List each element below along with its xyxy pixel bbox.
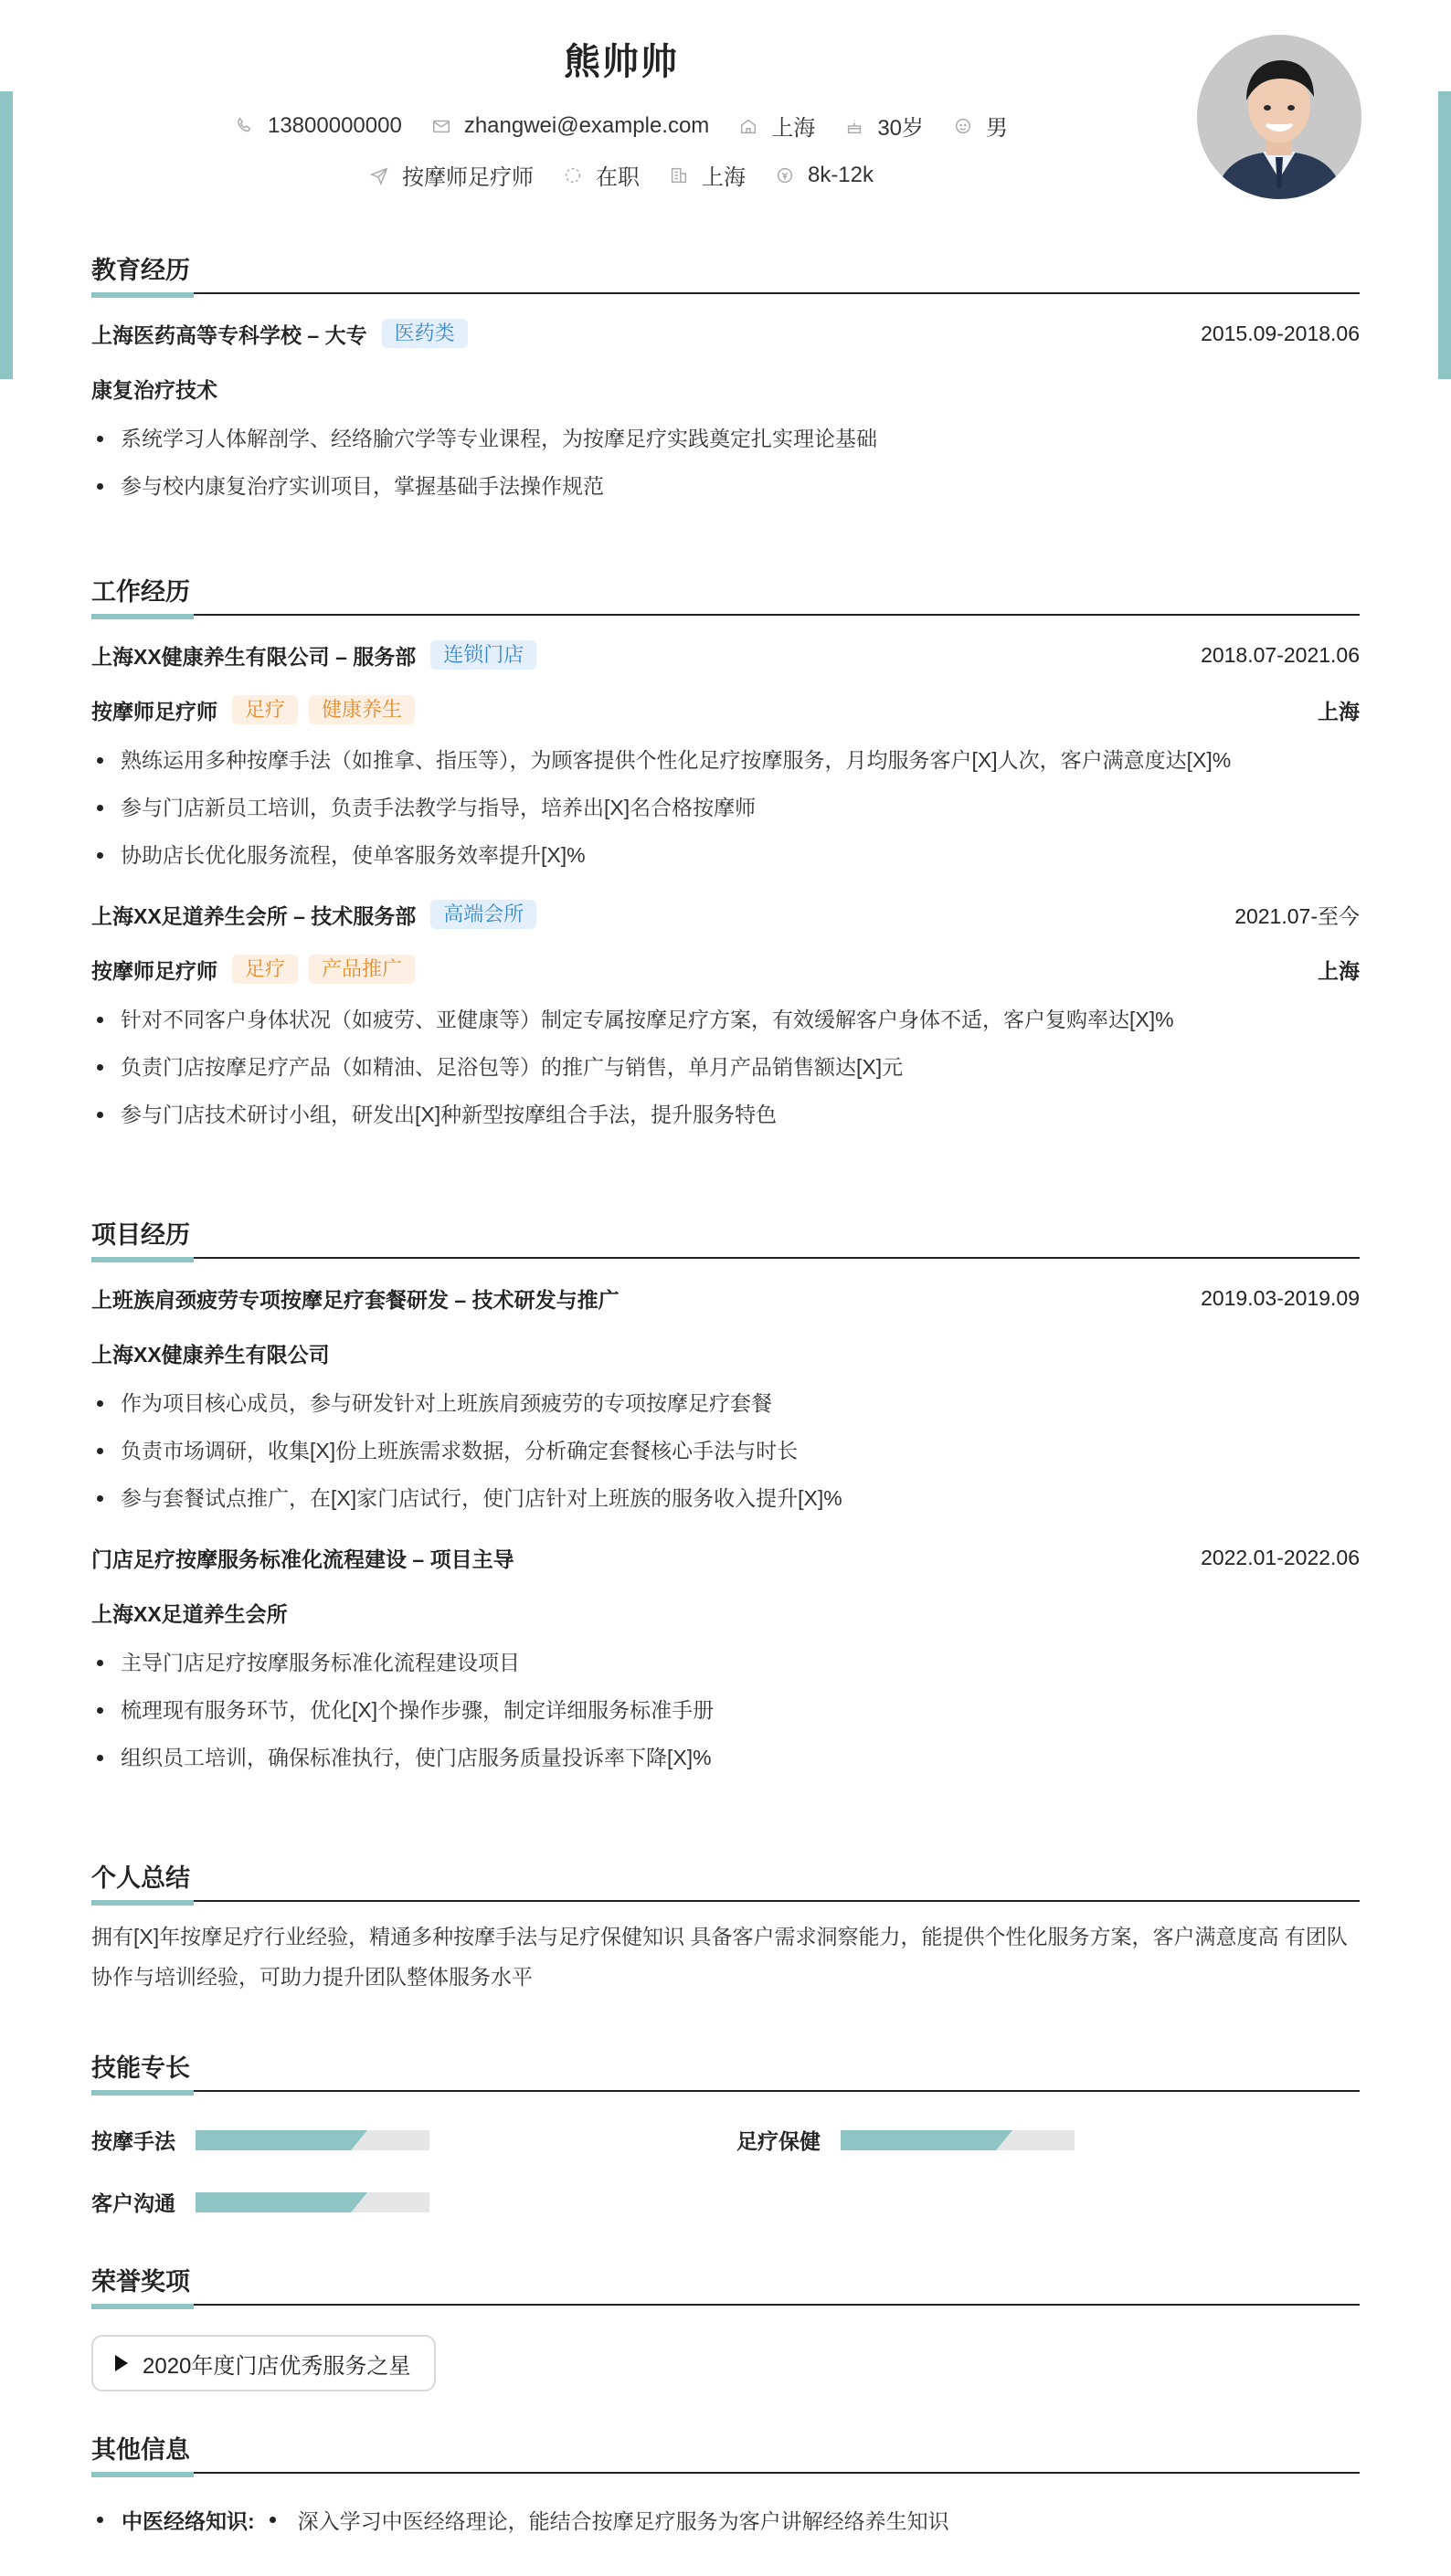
date-range: 2015.09-2018.06 [1201,321,1360,345]
job-target-text: 按摩师足疗师 [401,165,534,190]
list-item: 梳理现有服务环节，优化[X]个操作步骤，制定详细服务标准手册 [91,1686,1360,1734]
section-title: 个人总结 [91,1864,190,1892]
avatar [1197,35,1361,199]
role-row [91,954,1360,985]
list-item: 主导门店足疗按摩服务标准化流程建设项目 [91,1639,1360,1686]
project-header-row [91,1542,1360,1573]
school-name: 上海医药高等专科学校 – 大专 [91,322,367,347]
bullet-list [91,996,1360,1138]
phone-icon [235,116,255,136]
other-key: 中医经络知识: [122,2508,255,2533]
project-org-row [91,1337,1360,1368]
city-text: 上海 [701,165,746,190]
company-name: 上海XX足道养生会所 – 技术服务部 [91,903,417,928]
bullet-list [91,1379,1360,1522]
person-icon [953,116,973,136]
bullet-list [91,1639,1360,1781]
phone-text: 13800000000 [267,112,402,138]
date-range: 2018.07-2021.06 [1201,642,1360,667]
section-title: 荣誉奖项 [91,2268,190,2296]
section-title: 工作经历 [91,578,190,606]
list-item: 针对不同客户身体状况（如疲劳、亚健康等）制定专属按摩足疗方案，有效缓解客户身体不适，客户复购率达[X]% [91,996,1360,1043]
skill-bar [841,2130,1075,2150]
left-accent-bar [0,91,13,379]
status-item [563,159,640,191]
role-tag: 产品推广 [309,955,415,984]
bullet-dot [270,2517,276,2523]
project-name: 上班族肩颈疲劳专项按摩足疗套餐研发 – 技术研发与推广 [91,1287,620,1312]
skill-name: 客户沟通 [91,2191,175,2215]
role-tag: 健康养生 [309,695,415,724]
bullet-dot [97,2517,103,2523]
date-range: 2021.07-至今 [1234,903,1360,928]
triangle-right-icon [115,2355,128,2371]
list-item: 负责市场调研，收集[X]份上班族需求数据，分析确定套餐核心手法与时长 [91,1427,1360,1474]
job-target-item [369,159,534,191]
skill-item [91,2187,429,2217]
coin-icon [775,165,795,185]
skill-bar [196,2130,429,2150]
skill-bar-fill [841,2130,996,2150]
section-title: 项目经历 [91,1221,190,1249]
award-text: 2020年度门店优秀服务之星 [143,2353,411,2379]
age-text: 30岁 [877,116,925,141]
section-divider [91,2472,1360,2474]
list-item: 系统学习人体解剖学、经络腧穴学等专业课程，为按摩足疗实践奠定扎实理论基础 [91,415,1360,462]
section-title: 教育经历 [91,257,190,284]
list-item: 熟练运用多种按摩手法（如推拿、指压等），为顾客提供个性化足疗按摩服务，月均服务客户[X]人次，客户满意度达[X]% [91,736,1360,784]
skill-item [91,2125,429,2155]
list-item: 参与校内康复治疗实训项目，掌握基础手法操作规范 [91,462,1360,510]
award-item [91,2335,436,2391]
date-range: 2019.03-2019.09 [1201,1285,1360,1310]
role-tag: 足疗 [232,955,298,984]
email-item [431,113,710,139]
salary-item [775,163,874,188]
status-text: 在职 [595,165,640,190]
email-text: zhangwei@example.com [463,112,710,138]
project-org: 上海XX健康养生有限公司 [91,1342,330,1367]
section-divider [91,2304,1360,2306]
company-name: 上海XX健康养生有限公司 – 服务部 [91,644,417,669]
skill-bar [196,2192,429,2212]
role-name: 按摩师足疗师 [91,958,217,983]
summary-text: 拥有[X]年按摩足疗行业经验，精通多种按摩手法与足疗保健知识 具备客户需求洞察能力，能提供个性化服务方案，客户满意度高 有团队协作与培训经验，可助力提升团队整体服务水平 [91,1925,1348,1989]
home-icon [738,116,758,136]
role-tag: 足疗 [232,695,298,724]
skill-name: 足疗保健 [736,2129,821,2153]
awards-section [91,2264,1360,2391]
gender-text: 男 [986,116,1009,141]
location-text: 上海 [771,116,816,141]
other-section [91,2432,1360,2538]
list-item: 作为项目核心成员，参与研发针对上班族肩颈疲劳的专项按摩足疗套餐 [91,1379,1360,1427]
skill-item [736,2125,1075,2155]
salary-text: 8k-12k [807,162,874,187]
role-name: 按摩师足疗师 [91,699,217,723]
bullet-list [91,415,1360,510]
education-header-row [91,318,1360,349]
category-tag: 医药类 [382,319,468,348]
major-name: 康复治疗技术 [91,377,217,402]
contact-row [91,110,1151,142]
company-tag: 高端会所 [430,900,536,929]
summary-section [91,1860,1360,1997]
section-divider [91,1900,1360,1902]
project-org: 上海XX足道养生会所 [91,1601,288,1626]
other-item [91,2501,1360,2538]
send-icon [369,165,389,185]
loading-icon [563,165,583,185]
location-item [738,110,815,142]
list-item: 协助店长优化服务流程，使单客服务效率提升[X]% [91,831,1360,879]
section-divider [91,292,1360,294]
projects-section [91,1217,1360,1781]
work-city: 上海 [1318,699,1360,723]
date-range: 2022.01-2022.06 [1201,1545,1360,1569]
list-item: 负责门店按摩足疗产品（如精油、足浴包等）的推广与销售，单月产品销售额达[X]元 [91,1043,1360,1091]
bullet-list [91,736,1360,879]
section-title: 技能专长 [91,2054,190,2082]
city-item [669,159,746,191]
work-section [91,574,1360,1138]
phone-item [235,113,402,139]
building-icon [669,165,689,185]
project-name: 门店足疗按摩服务标准化流程建设 – 项目主导 [91,1547,514,1571]
major-row [91,373,1360,404]
job-intent-row [91,159,1151,191]
age-item [844,110,924,142]
section-divider [91,2090,1360,2092]
skills-section [91,2050,1360,2233]
other-value: 深入学习中医经络理论，能结合按摩足疗服务为客户讲解经络养生知识 [297,2508,949,2533]
skill-bar-fill [196,2192,351,2212]
education-section [91,252,1360,510]
list-item: 组织员工培训，确保标准执行，使门店服务质量投诉率下降[X]% [91,1734,1360,1781]
gender-item [953,110,1008,142]
mail-icon [431,116,451,136]
project-org-row [91,1597,1360,1628]
work-city: 上海 [1318,958,1360,983]
section-divider [91,614,1360,616]
work-header-row [91,899,1360,930]
list-item: 参与套餐试点推广，在[X]家门店试行，使门店针对上班族的服务收入提升[X]% [91,1474,1360,1522]
company-tag: 连锁门店 [430,640,536,670]
role-row [91,694,1360,725]
candidate-name: 熊帅帅 [564,42,679,82]
cake-icon [844,116,864,136]
section-title: 其他信息 [91,2436,190,2464]
project-header-row [91,1283,1360,1314]
skill-name: 按摩手法 [91,2129,175,2153]
resume-page [91,0,1360,2576]
right-accent-bar [1438,91,1451,379]
skill-bar-fill [196,2130,351,2150]
work-header-row [91,639,1360,670]
section-divider [91,1257,1360,1259]
list-item: 参与门店技术研讨小组，研发出[X]种新型按摩组合手法，提升服务特色 [91,1091,1360,1138]
list-item: 参与门店新员工培训，负责手法教学与指导，培养出[X]名合格按摩师 [91,784,1360,831]
portrait-image [1197,35,1361,199]
